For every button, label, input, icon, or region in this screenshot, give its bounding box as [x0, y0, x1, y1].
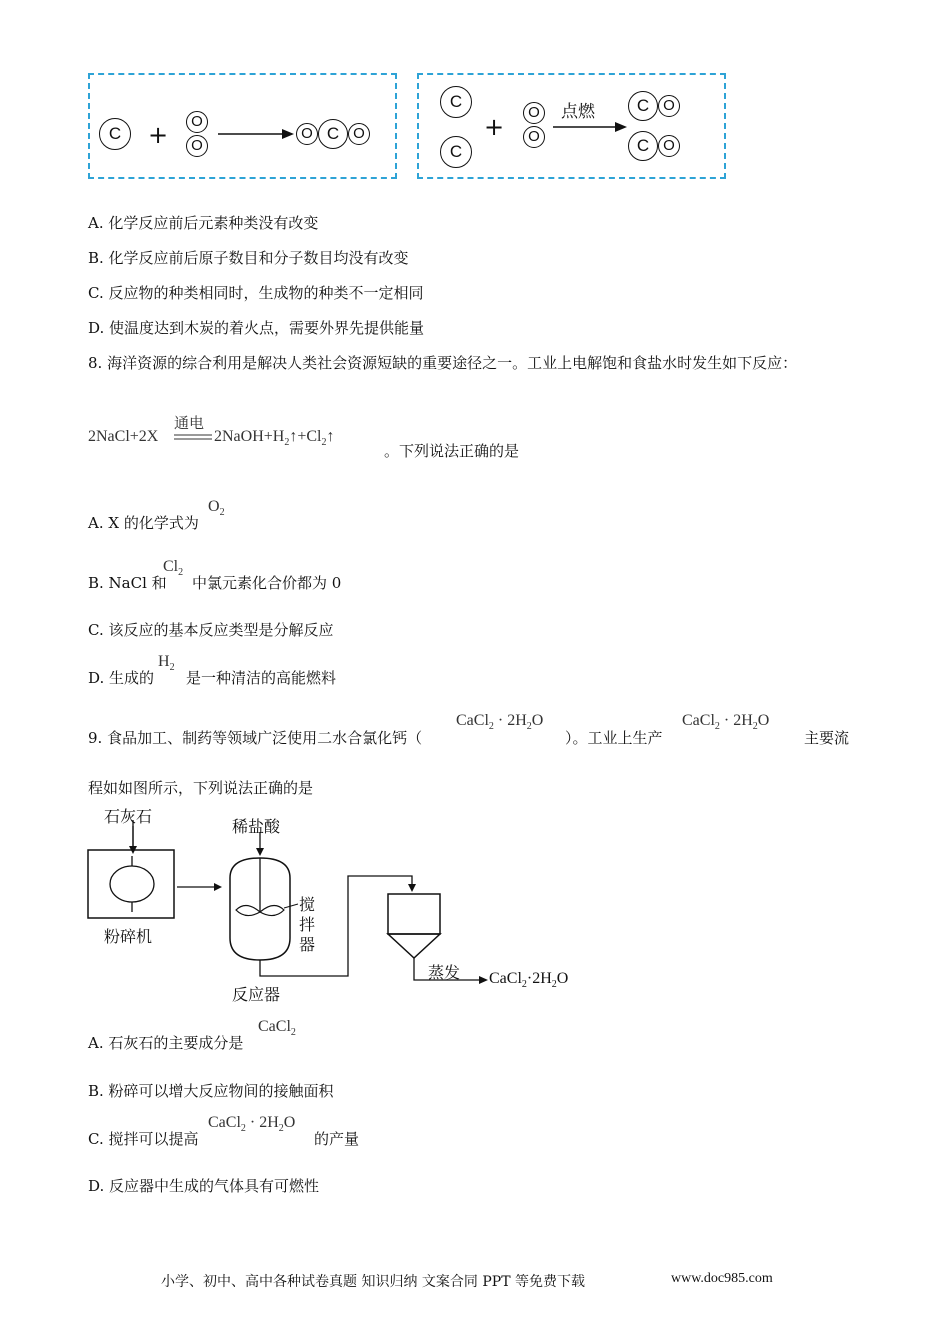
reaction-condition: 点燃: [561, 102, 595, 122]
equation-products: $2NaOH+H_2↑+Cl_2↑$: [214, 428, 335, 448]
q8-equation: [88, 428, 158, 446]
carbon-atom: C: [99, 118, 131, 150]
process-flow-diagram: [80, 820, 500, 990]
q8-option-a-formula: $O_2$: [208, 498, 225, 518]
flow-label-limestone: 石灰石: [104, 807, 153, 826]
q8-option-d-formula: $H_2$: [158, 653, 175, 673]
carbon-atom: C: [318, 119, 348, 149]
q9-stem-formula: CaCl$_2$ · $2H_2O$: [682, 712, 770, 732]
oxygen-atom: O: [186, 111, 208, 133]
crusher: [88, 850, 174, 918]
oxygen-atom: O: [658, 95, 680, 117]
arrow-limestone-in: [129, 820, 137, 854]
evaporator: [388, 894, 440, 958]
flow-label-stirrer-2: 拌: [299, 915, 316, 934]
q9-stem-line2: 程如如图所示，下列说法正确的是: [88, 779, 314, 797]
flow-label-evaporate: 蒸发: [428, 963, 461, 982]
q9-option-b: B. 粉碎可以增大反应物间的接触面积: [88, 1082, 334, 1100]
q8-option-d: D. 生成的: [88, 669, 155, 687]
reaction-arrow: [218, 127, 294, 141]
q8-option-b-tail: 中氯元素化合价都为 0: [192, 574, 342, 592]
q8-option-d-tail: 是一种清洁的高能燃料: [186, 669, 337, 687]
pipe-reactor-to-evaporator: [260, 876, 416, 976]
plus-sign: +: [148, 121, 169, 149]
q9-stem-end: 主要流: [804, 729, 850, 747]
oxygen-atom: O: [523, 126, 545, 148]
oxygen-atom: O: [186, 135, 208, 157]
q8-option-b-formula: $Cl_2$: [163, 558, 184, 578]
reactor: [230, 858, 298, 960]
arrow-acid-in: [256, 832, 264, 856]
carbon-atom: C: [628, 131, 658, 161]
q8-stem: 8. 海洋资源的综合利用是解决人类社会资源短缺的重要途径之一。工业上电解饱和食盐水时发生如下反应：: [88, 354, 798, 372]
q7-option-c: C. 反应物的种类相同时，生成物的种类不一定相同: [88, 284, 424, 302]
carbon-atom: C: [628, 91, 658, 121]
flow-label-product: $CaCl_2\cdot 2H_2O$: [489, 970, 569, 990]
flow-label-stirrer-1: 搅: [299, 895, 316, 914]
q7-option-b: B. 化学反应前后原子数目和分子数目均没有改变: [88, 249, 409, 267]
q7-option-d: D. 使温度达到木炭的着火点，需要外界先提供能量: [88, 319, 425, 337]
q9-option-c-formula: CaCl$_2$ · $2H_2O$: [208, 1114, 296, 1134]
q8-option-b: B. NaCl 和: [88, 574, 167, 592]
reaction-diagram-incomplete-combustion: [417, 73, 726, 179]
equation-double-line: [174, 434, 212, 440]
oxygen-atom: O: [523, 102, 545, 124]
q9-stem: 9. 食品加工、制药等领域广泛使用二水合氯化钙（: [88, 729, 423, 747]
q9-option-c-tail: 的产量: [314, 1130, 360, 1148]
arrow-evaporator-to-product: [414, 958, 488, 984]
q9-option-a-formula: CaCl$_2$: [258, 1018, 296, 1038]
oxygen-atom: O: [296, 123, 318, 145]
q9-option-c: C. 搅拌可以提高: [88, 1130, 199, 1148]
arrow-crusher-to-reactor: [177, 883, 222, 891]
q8-stem-tail: 。下列说法正确的是: [384, 442, 520, 460]
equation-condition: 通电: [174, 416, 205, 432]
footer-link[interactable]: www.doc985.com: [671, 1271, 773, 1286]
oxygen-atom: O: [348, 123, 370, 145]
reaction-diagram-complete-combustion: [88, 73, 397, 179]
plus-sign: +: [484, 113, 505, 141]
carbon-atom: C: [440, 86, 472, 118]
q8-option-a: A. X 的化学式为: [88, 514, 199, 532]
q9-stem-mid: ）。工业上生产: [565, 729, 663, 747]
oxygen-atom: O: [658, 135, 680, 157]
q7-option-a: A. 化学反应前后元素种类没有改变: [88, 214, 319, 232]
q8-option-c: C. 该反应的基本反应类型是分解反应: [88, 621, 334, 639]
flow-label-stirrer-3: 器: [299, 935, 316, 954]
flow-label-reactor: 反应器: [232, 985, 281, 1004]
flow-label-crusher: 粉碎机: [104, 927, 153, 946]
q9-option-d: D. 反应器中生成的气体具有可燃性: [88, 1177, 320, 1195]
q9-option-a: A. 石灰石的主要成分是: [88, 1034, 244, 1052]
footer-text: 小学、初中、高中各种试卷真题 知识归纳 文案合同 PPT 等免费下载: [161, 1274, 585, 1290]
flow-label-acid: 稀盐酸: [232, 817, 281, 836]
reaction-arrow: [553, 120, 627, 134]
carbon-atom: C: [440, 136, 472, 168]
equation-reactants: 2NaCl+2X: [88, 428, 159, 445]
q9-stem-formula: CaCl$_2$ · $2H_2O$: [456, 712, 544, 732]
